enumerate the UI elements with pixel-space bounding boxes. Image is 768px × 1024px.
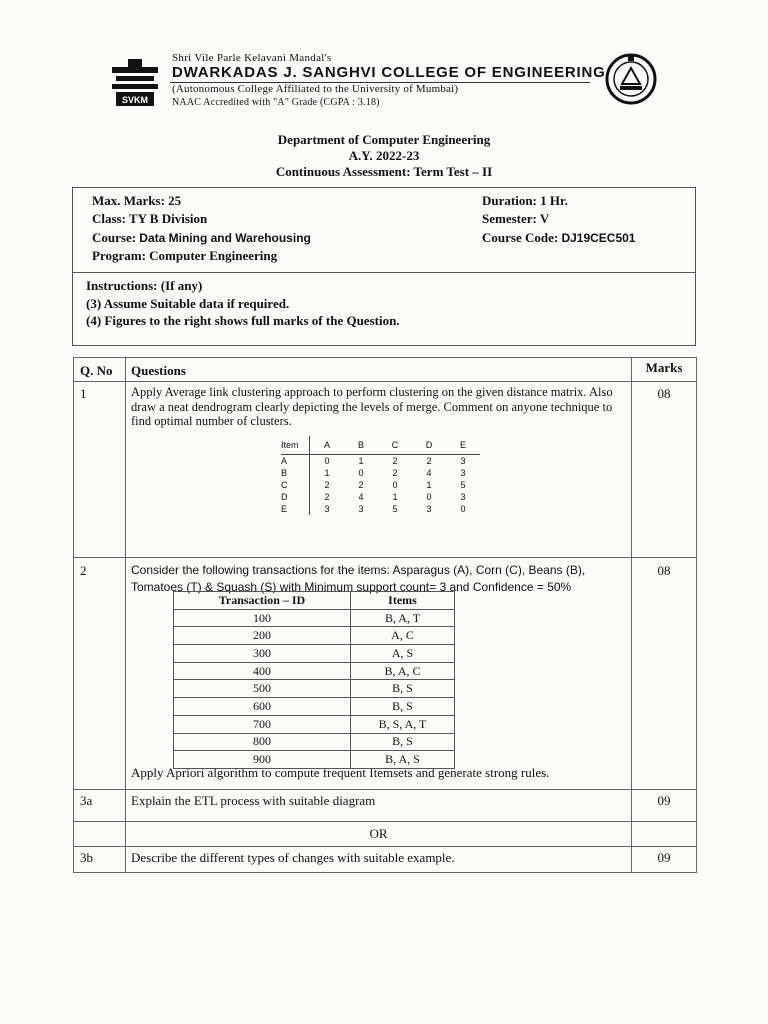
transaction-id: 200 <box>174 627 351 645</box>
matrix-cell: 3 <box>460 468 466 478</box>
matrix-col-header: E <box>446 436 480 455</box>
matrix-cell: 5 <box>392 504 398 514</box>
question-row-3a <box>74 790 697 822</box>
col-questions: Questions <box>126 358 632 382</box>
q2-text: Consider the following transactions for the items: Asparagus (A), Corn (C), Beans (B), Tomatoes (T) & Squash (S) with Minimum support count= 3 and Confidence = 50% <box>131 563 586 594</box>
distance-matrix <box>281 436 480 515</box>
college-affiliation: (Autonomous College Affiliated to the University of Mumbai) <box>172 83 459 95</box>
q2-no: 2 <box>74 558 126 790</box>
transaction-row <box>174 645 455 663</box>
college-name: DWARKADAS J. SANGHVI COLLEGE OF ENGINEERING <box>172 64 606 81</box>
department-title: Department of Computer Engineering <box>277 132 491 147</box>
matrix-row <box>281 467 480 479</box>
transaction-row <box>174 627 455 645</box>
matrix-cell: 5 <box>460 480 466 490</box>
matrix-cell: 4 <box>426 468 432 478</box>
class-division: Class: TY B Division <box>92 211 208 226</box>
transaction-items: B, S <box>351 698 455 716</box>
semester: Semester: V <box>482 211 550 226</box>
matrix-cell: 2 <box>324 492 330 502</box>
matrix-row-label: A <box>281 455 310 468</box>
instruction-3: (3) Assume Suitable data if required. <box>86 296 290 311</box>
transaction-row <box>174 609 455 627</box>
matrix-cell: 2 <box>324 480 330 490</box>
matrix-row <box>281 503 480 515</box>
transaction-items: B, S <box>351 733 455 751</box>
course <box>92 230 311 246</box>
table-header-row <box>74 358 697 382</box>
transaction-row <box>174 751 455 769</box>
transaction-items: B, A, S <box>351 751 455 769</box>
transaction-id: 300 <box>174 645 351 663</box>
transaction-id: 800 <box>174 733 351 751</box>
matrix-col-header: A <box>310 436 345 455</box>
matrix-cell: 3 <box>358 504 364 514</box>
matrix-row <box>281 479 480 491</box>
transactions-table <box>173 591 455 769</box>
transaction-id: 500 <box>174 680 351 698</box>
q2-footer: Apply Apriori algorithm to compute frequent Itemsets and generate strong rules. <box>131 765 550 780</box>
col-items: Items <box>351 592 455 610</box>
matrix-col-header: C <box>378 436 412 455</box>
matrix-cell: 2 <box>426 456 432 466</box>
program: Program: Computer Engineering <box>92 248 278 263</box>
transaction-row <box>174 715 455 733</box>
instructions-title: Instructions: (If any) <box>86 278 203 293</box>
matrix-row-label: E <box>281 503 310 515</box>
transaction-items: A, C <box>351 627 455 645</box>
matrix-cell: 3 <box>426 504 432 514</box>
duration: Duration: 1 Hr. <box>482 193 568 208</box>
matrix-cell: 0 <box>324 456 330 466</box>
matrix-row-label: B <box>281 467 310 479</box>
course-code-label: Course Code: <box>482 230 559 245</box>
transaction-items: B, S <box>351 680 455 698</box>
course-code-value: DJ19CEC501 <box>561 231 636 245</box>
university-seal-icon <box>604 52 658 106</box>
matrix-row-label: D <box>281 491 310 503</box>
transaction-id: 700 <box>174 715 351 733</box>
transaction-items: B, S, A, T <box>351 715 455 733</box>
q1-text: Apply Average link clustering approach to perform clustering on the given distance matrix. Also draw a neat dendrogram clearly depicting the levels of merge. Comment on anyone technique to find optimal number of clusters. <box>126 382 632 558</box>
matrix-row <box>281 491 480 503</box>
matrix-cell: 0 <box>460 504 466 514</box>
matrix-header-row <box>281 436 480 455</box>
col-marks: Marks <box>632 358 697 382</box>
academic-year: A.Y. 2022-23 <box>348 148 420 163</box>
q3a-marks: 09 <box>632 790 697 822</box>
matrix-col-header: B <box>344 436 378 455</box>
logo-text: SVKM <box>121 95 149 105</box>
q2-marks: 08 <box>632 558 697 790</box>
matrix-cell: 1 <box>392 492 398 502</box>
question-row-3b <box>74 847 697 873</box>
info-divider <box>72 272 695 273</box>
course-label: Course: <box>92 230 137 245</box>
matrix-col-header: D <box>412 436 446 455</box>
matrix-cell: 3 <box>460 492 466 502</box>
transaction-row <box>174 662 455 680</box>
q3b-no: 3b <box>74 847 126 873</box>
transaction-id: 900 <box>174 751 351 769</box>
matrix-cell: 0 <box>392 480 398 490</box>
matrix-cell: 1 <box>426 480 432 490</box>
or-label: OR <box>126 822 632 847</box>
transaction-id: 100 <box>174 609 351 627</box>
college-accreditation: NAAC Accredited with "A" Grade (CGPA : 3.18) <box>172 97 380 108</box>
transaction-row <box>174 680 455 698</box>
matrix-cell: 2 <box>392 468 398 478</box>
matrix-cell: 2 <box>392 456 398 466</box>
transaction-items: B, A, T <box>351 609 455 627</box>
instruction-4: (4) Figures to the right shows full marks of the Question. <box>86 313 400 328</box>
matrix-cell: 0 <box>426 492 432 502</box>
course-value: Data Mining and Warehousing <box>139 231 311 245</box>
matrix-cell: 3 <box>324 504 330 514</box>
matrix-cell: 0 <box>358 468 364 478</box>
transactions-header-row <box>174 592 455 610</box>
transaction-items: A, S <box>351 645 455 663</box>
q1-marks: 08 <box>632 382 697 558</box>
transaction-row <box>174 698 455 716</box>
transaction-items: B, A, C <box>351 662 455 680</box>
q3b-marks: 09 <box>632 847 697 873</box>
transaction-row <box>174 733 455 751</box>
course-code <box>482 230 635 246</box>
or-row <box>74 822 697 847</box>
matrix-corner: Item <box>281 436 310 455</box>
or-empty-left <box>74 822 126 847</box>
assessment-title: Continuous Assessment: Term Test – II <box>275 164 493 179</box>
q3a-no: 3a <box>74 790 126 822</box>
q1-no: 1 <box>74 382 126 558</box>
transaction-id: 400 <box>174 662 351 680</box>
matrix-cell: 1 <box>358 456 364 466</box>
matrix-cell: 2 <box>358 480 364 490</box>
col-qno: Q. No <box>74 358 126 382</box>
matrix-row-label: C <box>281 479 310 491</box>
q3a-text: Explain the ETL process with suitable diagram <box>126 790 632 822</box>
transaction-id: 600 <box>174 698 351 716</box>
college-logo <box>110 57 160 109</box>
trust-name: Shri Vile Parle Kelavani Mandal's <box>172 52 332 64</box>
max-marks: Max. Marks: 25 <box>92 193 182 208</box>
col-transaction-id: Transaction – ID <box>174 592 351 610</box>
matrix-cell: 4 <box>358 492 364 502</box>
matrix-cell: 1 <box>324 468 330 478</box>
matrix-row <box>281 455 480 468</box>
q3b-text: Describe the different types of changes with suitable example. <box>126 847 632 873</box>
matrix-cell: 3 <box>460 456 466 466</box>
or-empty-right <box>632 822 697 847</box>
